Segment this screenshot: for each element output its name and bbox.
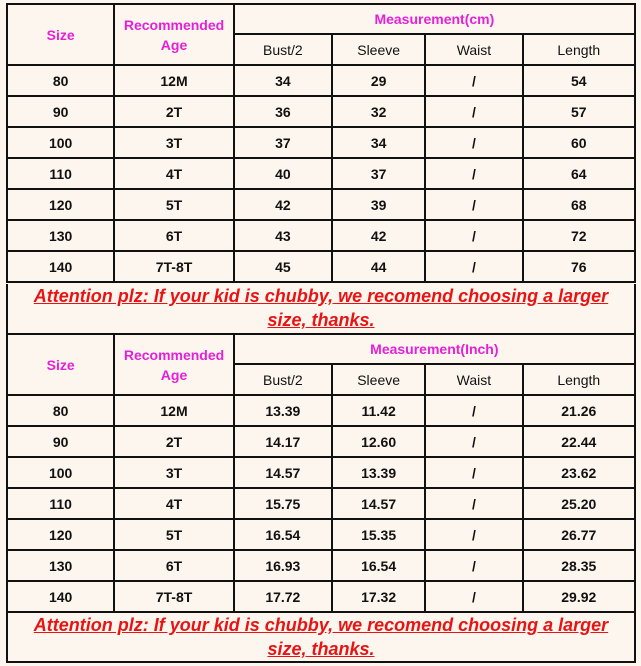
cell: 120: [7, 519, 114, 550]
cell: 21.26: [523, 395, 635, 426]
cell: 140: [7, 581, 114, 612]
cell: 42: [332, 220, 425, 251]
cell: 43: [234, 220, 332, 251]
cell: /: [425, 519, 522, 550]
table-row: [7, 220, 635, 251]
cell: 140: [7, 251, 114, 282]
cell: /: [425, 581, 522, 612]
size-header: Size: [7, 334, 114, 395]
col-length: Length: [523, 364, 635, 395]
cell: /: [425, 395, 522, 426]
attention-note: Attention plz: If your kid is chubby, we recomend choosing a larger size, thanks.: [6, 613, 636, 663]
cell: 40: [234, 158, 332, 189]
col-bust: Bust/2: [234, 364, 332, 395]
table-row: [7, 127, 635, 158]
table-row: [7, 426, 635, 457]
cell: 100: [7, 127, 114, 158]
table-row: [7, 488, 635, 519]
cell: /: [425, 65, 522, 96]
cell: 17.32: [332, 581, 425, 612]
cell: /: [425, 251, 522, 282]
col-waist: Waist: [425, 34, 522, 65]
cell: 26.77: [523, 519, 635, 550]
col-sleeve: Sleeve: [332, 34, 425, 65]
size-table-cm: [6, 3, 636, 283]
cell: 25.20: [523, 488, 635, 519]
cell: /: [425, 220, 522, 251]
cell: 16.54: [332, 550, 425, 581]
cell: 34: [332, 127, 425, 158]
col-length: Length: [523, 34, 635, 65]
cell: 5T: [114, 189, 233, 220]
cell: 76: [523, 251, 635, 282]
measurement-header: Measurement(cm): [234, 4, 635, 34]
cell: 2T: [114, 426, 233, 457]
cell: 12.60: [332, 426, 425, 457]
cell: 14.57: [332, 488, 425, 519]
cell: 6T: [114, 220, 233, 251]
cell: 4T: [114, 158, 233, 189]
size-table-inch: [6, 333, 636, 613]
cell: /: [425, 96, 522, 127]
cell: /: [425, 488, 522, 519]
age-header: Recommended Age: [114, 4, 233, 65]
cell: 3T: [114, 457, 233, 488]
col-sleeve: Sleeve: [332, 364, 425, 395]
table-row: [7, 96, 635, 127]
cell: /: [425, 426, 522, 457]
cell: 110: [7, 488, 114, 519]
table-row: [7, 581, 635, 612]
cell: 7T-8T: [114, 251, 233, 282]
cell: /: [425, 158, 522, 189]
cell: 32: [332, 96, 425, 127]
cell: 80: [7, 65, 114, 96]
cell: 23.62: [523, 457, 635, 488]
cell: 68: [523, 189, 635, 220]
cell: 110: [7, 158, 114, 189]
size-header: Size: [7, 4, 114, 65]
cell: /: [425, 189, 522, 220]
cell: 16.93: [234, 550, 332, 581]
cell: 11.42: [332, 395, 425, 426]
cell: 120: [7, 189, 114, 220]
col-bust: Bust/2: [234, 34, 332, 65]
table-row: [7, 158, 635, 189]
cell: 3T: [114, 127, 233, 158]
cell: 90: [7, 96, 114, 127]
cell: 44: [332, 251, 425, 282]
cell: 16.54: [234, 519, 332, 550]
cell: 29.92: [523, 581, 635, 612]
cell: 13.39: [332, 457, 425, 488]
age-header: Recommended Age: [114, 334, 233, 395]
cell: 80: [7, 395, 114, 426]
cell: 72: [523, 220, 635, 251]
col-waist: Waist: [425, 364, 522, 395]
cell: 54: [523, 65, 635, 96]
cell: 15.35: [332, 519, 425, 550]
cell: 29: [332, 65, 425, 96]
cell: 37: [332, 158, 425, 189]
cell: 14.17: [234, 426, 332, 457]
cell: 13.39: [234, 395, 332, 426]
cell: 60: [523, 127, 635, 158]
cell: 22.44: [523, 426, 635, 457]
cell: /: [425, 127, 522, 158]
cell: 57: [523, 96, 635, 127]
cell: 130: [7, 550, 114, 581]
cell: /: [425, 457, 522, 488]
cell: 2T: [114, 96, 233, 127]
table-row: [7, 251, 635, 282]
table-row: [7, 65, 635, 96]
cell: 15.75: [234, 488, 332, 519]
cell: 45: [234, 251, 332, 282]
cell: 7T-8T: [114, 581, 233, 612]
attention-note: Attention plz: If your kid is chubby, we recomend choosing a larger size, thanks.: [6, 284, 636, 333]
cell: 36: [234, 96, 332, 127]
cell: /: [425, 550, 522, 581]
cell: 6T: [114, 550, 233, 581]
cell: 14.57: [234, 457, 332, 488]
cell: 34: [234, 65, 332, 96]
cell: 90: [7, 426, 114, 457]
cell: 12M: [114, 65, 233, 96]
table-row: [7, 189, 635, 220]
cell: 42: [234, 189, 332, 220]
cell: 12M: [114, 395, 233, 426]
cell: 64: [523, 158, 635, 189]
table-row: [7, 519, 635, 550]
measurement-header: Measurement(Inch): [234, 334, 635, 364]
cell: 5T: [114, 519, 233, 550]
cell: 37: [234, 127, 332, 158]
cell: 17.72: [234, 581, 332, 612]
cell: 28.35: [523, 550, 635, 581]
table-row: [7, 457, 635, 488]
cell: 130: [7, 220, 114, 251]
table-row: [7, 395, 635, 426]
cell: 39: [332, 189, 425, 220]
table-row: [7, 550, 635, 581]
cell: 100: [7, 457, 114, 488]
cell: 4T: [114, 488, 233, 519]
